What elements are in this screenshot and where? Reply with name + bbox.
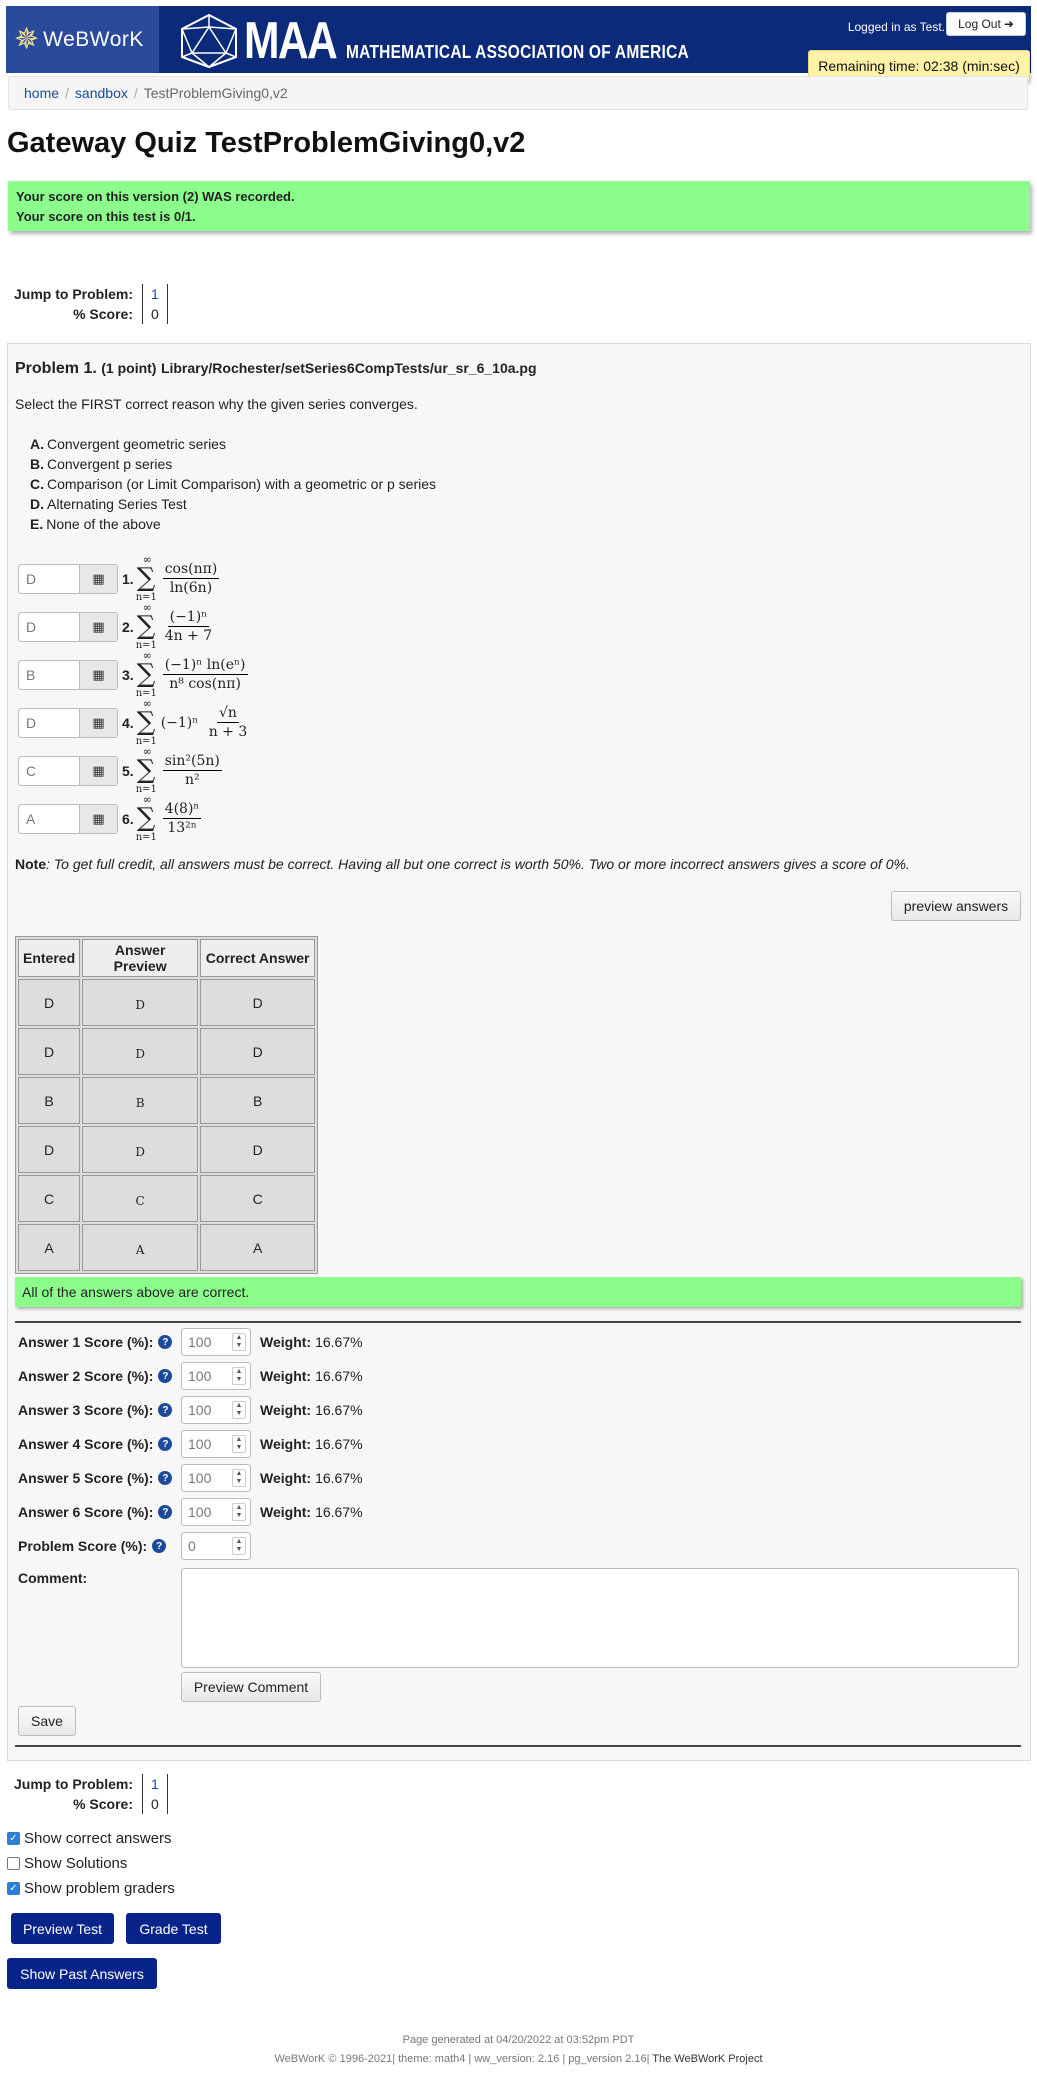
- problem-score-input[interactable]: 0 ▲ ▼: [181, 1532, 251, 1560]
- answer-score-input-3[interactable]: 100 ▲ ▼: [181, 1396, 251, 1424]
- preview-comment-button[interactable]: Preview Comment: [181, 1672, 321, 1702]
- score-total-message: Your score on this test is 0/1.: [16, 209, 196, 224]
- webwork-logo-text: WeBWorK: [43, 27, 144, 51]
- divider: [15, 1321, 1021, 1323]
- jump-to-problem-bottom: Jump to Problem: 1 % Score: 0: [14, 1774, 168, 1814]
- preview-answers-button[interactable]: preview answers: [891, 891, 1021, 921]
- show-correct-answers-option[interactable]: ✓ Show correct answers: [7, 1830, 172, 1847]
- grade-test-button[interactable]: Grade Test: [126, 1913, 221, 1944]
- checkbox-unchecked-icon[interactable]: [7, 1857, 20, 1870]
- score-banner: [8, 181, 1030, 231]
- keypad-icon[interactable]: ▦: [79, 565, 117, 593]
- answer-input-5[interactable]: C ▦: [18, 756, 118, 786]
- choice-item: D. Alternating Series Test: [30, 496, 187, 512]
- answer-score-input-6[interactable]: 100 ▲ ▼: [181, 1498, 251, 1526]
- breadcrumb-sandbox[interactable]: sandbox: [74, 85, 128, 101]
- page-title: Gateway Quiz TestProblemGiving0,v2: [7, 127, 526, 159]
- table-row: D D D: [18, 1126, 315, 1173]
- show-past-answers-button[interactable]: Show Past Answers: [7, 1958, 157, 1989]
- help-icon[interactable]: ?: [158, 1335, 172, 1349]
- answer-score-input-1[interactable]: 100 ▲ ▼: [181, 1328, 251, 1356]
- problem-path: Library/Rochester/setSeries6CompTests/ur_sr_6_10a.pg: [160, 360, 537, 376]
- divider: [15, 1745, 1021, 1747]
- show-solutions-option[interactable]: Show Solutions: [7, 1855, 127, 1872]
- answer-input-6[interactable]: A ▦: [18, 804, 118, 834]
- maa-icosahedron-icon: [178, 13, 240, 69]
- grader-row-6: Answer 6 Score (%): ? 100 ▲ ▼ Weight: 16.67%: [18, 1497, 363, 1527]
- breadcrumb-home[interactable]: home: [24, 85, 60, 101]
- choice-item: E. None of the above: [30, 516, 161, 532]
- grader-row-3: Answer 3 Score (%): ? 100 ▲ ▼ Weight: 16.67%: [18, 1395, 363, 1425]
- star-logo-icon: ✵: [14, 22, 40, 56]
- jump-problem-link[interactable]: 1: [151, 286, 159, 302]
- help-icon[interactable]: ?: [158, 1403, 172, 1417]
- help-icon[interactable]: ?: [158, 1505, 172, 1519]
- series-6: ∞ ∑ n=1 $\frac{\text{4(8)ⁿ}}{\text{13²ⁿ}}$: [135, 793, 200, 843]
- answer-input-3[interactable]: B ▦: [18, 660, 118, 690]
- answer-row-3: B ▦ 3. ∞ ∑ n=1 $\frac{\text{(−1)ⁿ ln(eⁿ)}}{\text{n⁸ cos(nπ)}}$: [18, 658, 317, 692]
- logout-label: Log Out: [958, 17, 1001, 31]
- col-correct: Correct Answer: [200, 939, 315, 977]
- answer-input-1[interactable]: D ▦: [18, 564, 118, 594]
- table-row: A A A: [18, 1224, 315, 1271]
- keypad-icon[interactable]: ▦: [79, 757, 117, 785]
- grader-row-5: Answer 5 Score (%): ? 100 ▲ ▼ Weight: 16.67%: [18, 1463, 363, 1493]
- answer-score-input-4[interactable]: 100 ▲ ▼: [181, 1430, 251, 1458]
- keypad-icon[interactable]: ▦: [79, 709, 117, 737]
- problem-heading: Problem 1. (1 point) Library/Rochester/setSeries6CompTests/ur_sr_6_10a.pg: [15, 360, 537, 377]
- maa-logo[interactable]: [178, 12, 689, 70]
- answer-score-input-2[interactable]: 100 ▲ ▼: [181, 1362, 251, 1390]
- webwork-project-link[interactable]: The WeBWorK Project: [652, 2053, 763, 2065]
- results-table: [15, 936, 318, 1274]
- keypad-icon[interactable]: ▦: [79, 613, 117, 641]
- score-value: 0: [143, 304, 168, 324]
- answer-row-4: D ▦ 4. ∞ ∑ n=1 (−1)ⁿ $\frac{√n}{n + 3}$: [18, 706, 317, 740]
- problem-score-row: Problem Score (%): ? 0 ▲ ▼: [18, 1531, 251, 1561]
- answer-score-input-5[interactable]: 100 ▲ ▼: [181, 1464, 251, 1492]
- remaining-time: Remaining time: 02:38 (min:sec): [808, 50, 1030, 82]
- series-3: ∞ ∑ n=1 $\frac{\text{(−1)ⁿ ln(eⁿ)}}{\text{n⁸ cos(nπ)}}$: [135, 649, 246, 699]
- col-entered: Entered: [18, 939, 80, 977]
- series-2: ∞ ∑ n=1 $\frac{\text{(−1)ⁿ}}{4n + 7}$: [135, 601, 213, 651]
- grader-row-4: Answer 4 Score (%): ? 100 ▲ ▼ Weight: 16.67%: [18, 1429, 363, 1459]
- grader-row-1: Answer 1 Score (%): ? 100 ▲ ▼ Weight: 16.67%: [18, 1327, 363, 1357]
- help-icon[interactable]: ?: [158, 1437, 172, 1451]
- logout-button[interactable]: [946, 12, 1026, 36]
- score-recorded-message: Your score on this version (2) WAS recorded.: [16, 189, 295, 204]
- jump-problem-link[interactable]: 1: [151, 1776, 159, 1792]
- comment-textarea[interactable]: [181, 1568, 1019, 1668]
- jump-label: Jump to Problem:: [14, 286, 134, 302]
- series-1: ∞ ∑ n=1 $\frac{\cos(n\pi)}{\ln(6n)}$: [135, 553, 218, 603]
- col-preview: Answer Preview: [82, 939, 198, 977]
- problem-panel: [7, 343, 1031, 1761]
- choice-item: B. Convergent p series: [30, 456, 173, 472]
- footer-copyright: WeBWorK © 1996-2021| theme: math4 | ww_version: 2.16 | pg_version 2.16| The WeBWorK Project: [274, 2053, 763, 2065]
- keypad-icon[interactable]: ▦: [79, 805, 117, 833]
- answer-row-1: D ▦ 1. ∞ ∑ n=1 $\frac{\cos(n\pi)}{\ln(6n)}$: [18, 562, 317, 596]
- save-button[interactable]: Save: [18, 1706, 76, 1736]
- problem-prompt: Select the FIRST correct reason why the given series converges.: [15, 396, 418, 412]
- choice-item: C. Comparison (or Limit Comparison) with a geometric or p series: [30, 476, 437, 492]
- preview-test-button[interactable]: Preview Test: [11, 1913, 114, 1944]
- grading-note: Note: To get full credit, all answers must be correct. Having all but one correct is worth 50%. Two or more incorrect answers gives a score of 0%.: [15, 856, 910, 872]
- maa-fullname: MATHEMATICAL ASSOCIATION OF AMERICA: [346, 42, 689, 62]
- all-correct-message: All of the answers above are correct.: [15, 1277, 1021, 1307]
- help-icon[interactable]: ?: [158, 1471, 172, 1485]
- answer-input-2[interactable]: D ▦: [18, 612, 118, 642]
- choice-item: A. Convergent geometric series: [30, 436, 226, 452]
- table-row: D D D: [18, 979, 315, 1026]
- series-5: ∞ ∑ n=1 $\frac{\text{sin²(5n)}}{\text{n²}}$: [135, 745, 220, 795]
- table-row: B B B: [18, 1077, 315, 1124]
- webwork-logo[interactable]: [6, 6, 159, 73]
- breadcrumb-current: TestProblemGiving0,v2: [143, 85, 288, 101]
- breadcrumb: home / sandbox / TestProblemGiving0,v2: [8, 76, 1028, 110]
- table-row: D D D: [18, 1028, 315, 1075]
- keypad-icon[interactable]: ▦: [79, 661, 117, 689]
- page-generated-note: Page generated at 04/20/2022 at 03:52pm PDT: [402, 2034, 635, 2046]
- choice-list: [30, 434, 436, 534]
- logout-icon: ➜: [1003, 17, 1014, 31]
- answer-input-4[interactable]: D ▦: [18, 708, 118, 738]
- answer-row-6: A ▦ 6. ∞ ∑ n=1 $\frac{\text{4(8)ⁿ}}{\text{13²ⁿ}}$: [18, 802, 317, 836]
- show-graders-option[interactable]: ✓ Show problem graders: [7, 1880, 175, 1897]
- checkbox-checked-icon[interactable]: ✓: [7, 1882, 20, 1895]
- series-4: ∞ ∑ n=1 (−1)ⁿ $\frac{√n}{n + 3}$: [135, 697, 248, 747]
- logged-in-status: Logged in as Test.: [847, 20, 945, 34]
- grader-row-2: Answer 2 Score (%): ? 100 ▲ ▼ Weight: 16.67%: [18, 1361, 363, 1391]
- maa-wordmark: MAA: [244, 12, 337, 70]
- problem-points: (1 point): [101, 360, 157, 376]
- score-label: % Score:: [73, 306, 134, 322]
- table-row: C C C: [18, 1175, 315, 1222]
- help-icon[interactable]: ?: [152, 1539, 166, 1553]
- help-icon[interactable]: ?: [158, 1369, 172, 1383]
- answer-row-5: C ▦ 5. ∞ ∑ n=1 $\frac{\text{sin²(5n)}}{\text{n²}}$: [18, 754, 317, 788]
- comment-label: Comment:: [18, 1570, 88, 1586]
- jump-to-problem-top: [14, 284, 168, 324]
- checkbox-checked-icon[interactable]: ✓: [7, 1832, 20, 1845]
- answer-row-2: D ▦ 2. ∞ ∑ n=1 $\frac{\text{(−1)ⁿ}}{4n + 7}$: [18, 610, 317, 644]
